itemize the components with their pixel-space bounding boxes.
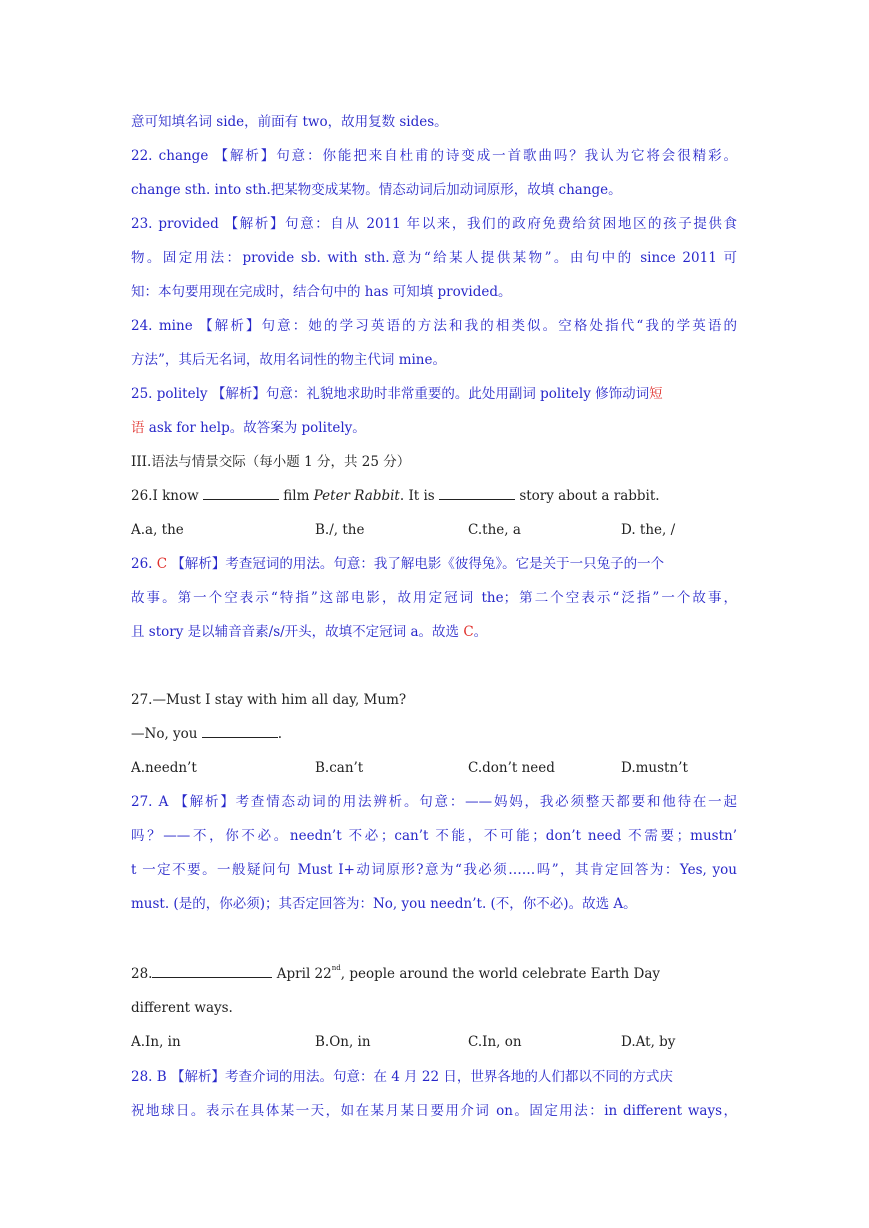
- q28-options: [131, 1030, 737, 1054]
- q27-option-c: C.don’t need: [468, 760, 555, 776]
- q28-option-a: A.In, in: [131, 1034, 181, 1050]
- q26-blank-1: [203, 484, 279, 500]
- question-28-cont: different ways.: [131, 1000, 233, 1016]
- question-27: 27.—Must I stay with him all day, Mum?: [131, 692, 407, 708]
- a26-num: 26.: [131, 556, 157, 572]
- q27-reply-end: .: [277, 726, 283, 742]
- answer-25-text: 25. politely 【解析】句意：礼貌地求助时非常重要的。此处用副词 politely 修饰动词: [131, 386, 650, 402]
- q28-option-c: C.In, on: [468, 1034, 522, 1050]
- q26-option-b: B./, the: [315, 522, 365, 538]
- answer-28-cont: 祝地球日。表示在具体某一天，如在某月某日要用介词 on。固定用法：in different ways，: [131, 1103, 737, 1119]
- answer-26: [131, 552, 737, 576]
- answer-24-cont: 方法”，其后无名词，故用名词性的物主代词 mine。: [131, 352, 446, 368]
- answer-25: [131, 382, 737, 406]
- answer-23-cont2: 知：本句要用现在完成时，结合句中的 has 可知填 provided。: [131, 284, 512, 300]
- answer-line: 意可知填名词 side，前面有 two，故用复数 sides。: [131, 114, 448, 130]
- answer-28: 28. B 【解析】考查介词的用法。句意：在 4 月 22 日，世界各地的人们都以不同的方式庆: [131, 1069, 673, 1085]
- q28-date: April 22: [272, 966, 332, 982]
- q26-text-d: story about a rabbit.: [515, 488, 660, 504]
- section-heading: III.语法与情景交际（每小题 1 分，共 25 分）: [131, 454, 411, 470]
- answer-22-cont: change sth. into sth.把某物变成某物。情态动词后加动词原形，故填 change。: [131, 182, 622, 198]
- answer-22: 22. change 【解析】句意：你能把来自杜甫的诗变成一首歌曲吗？我认为它将会很精彩。: [131, 148, 737, 164]
- q28-option-d: D.At, by: [621, 1034, 676, 1050]
- q28-text: , people around the world celebrate Earth Day: [340, 966, 661, 982]
- answer-27: 27. A 【解析】考查情态动词的用法辨析。句意：——妈妈，我必须整天都要和他待在一起: [131, 794, 737, 810]
- answer-27-cont2: t 一定不要。一般疑问句 Must I+动词原形?意为“我必须……吗”，其肯定回答为：Yes, you: [131, 862, 737, 878]
- q26-text-a: 26.I know: [131, 488, 203, 504]
- question-26: [131, 484, 737, 508]
- q28-num: 28.: [131, 966, 153, 982]
- answer-25-red: 短: [649, 386, 663, 402]
- q26-option-a: A.a, the: [131, 522, 184, 538]
- answer-23: 23. provided 【解析】句意：自从 2011 年以来，我们的政府免费给贫困地区的孩子提供食: [131, 216, 737, 232]
- question-27-reply: [131, 722, 737, 746]
- q27-option-b: B.can’t: [315, 760, 364, 776]
- a26c-end: 。: [473, 624, 488, 640]
- answer-27-cont3: must. (是的，你必须)；其否定回答为：No, you needn’t. (不，你不必)。故选 A。: [131, 896, 637, 912]
- q27-option-a: A.needn’t: [131, 760, 197, 776]
- a26-letter: C: [156, 556, 168, 572]
- q28-option-b: B.On, in: [315, 1034, 371, 1050]
- q28-blank: [152, 962, 272, 978]
- q26-text-c: . It is: [399, 488, 440, 504]
- a26c-text: 且 story 是以辅音音素/s/开头，故填不定冠词 a。故选: [131, 624, 464, 640]
- q26-film-title: Peter Rabbit: [313, 488, 400, 504]
- answer-27-cont: 吗？——不，你不必。needn’t 不必；can’t 不能，不可能；don’t need 不需要；mustn’: [131, 828, 737, 844]
- q26-text-b: film: [278, 488, 314, 504]
- q26-option-d: D. the, /: [621, 522, 676, 538]
- q27-options: [131, 756, 737, 780]
- q28-date-suffix: nd: [331, 964, 341, 972]
- answer-24: 24. mine 【解析】句意：她的学习英语的方法和我的相类似。空格处指代“我的学英语的: [131, 318, 737, 334]
- q27-option-d: D.mustn’t: [621, 760, 688, 776]
- answer-25-cont: [131, 416, 737, 440]
- a26-rest: 【解析】考查冠词的用法。句意：我了解电影《彼得兔》。它是关于一只兔子的一个: [167, 556, 665, 572]
- q26-option-c: C.the, a: [468, 522, 521, 538]
- answer-26-cont2: [131, 620, 737, 644]
- answer-26-cont: 故事。第一个空表示“特指”这部电影，故用定冠词 the；第二个空表示“泛指”一个故事，: [131, 590, 737, 606]
- answer-25-red2: 语: [131, 420, 145, 436]
- answer-23-cont: 物。固定用法：provide sb. with sth.意为“给某人提供某物”。由句中的 since 2011 可: [131, 250, 737, 266]
- q27-blank: [202, 722, 278, 738]
- q27-reply-text: —No, you: [131, 726, 202, 742]
- q26-options: [131, 518, 737, 542]
- question-28: [131, 962, 737, 986]
- answer-25-rest: ask for help。故答案为 politely。: [144, 420, 366, 436]
- q26-blank-2: [439, 484, 515, 500]
- a26c-letter: C: [463, 624, 474, 640]
